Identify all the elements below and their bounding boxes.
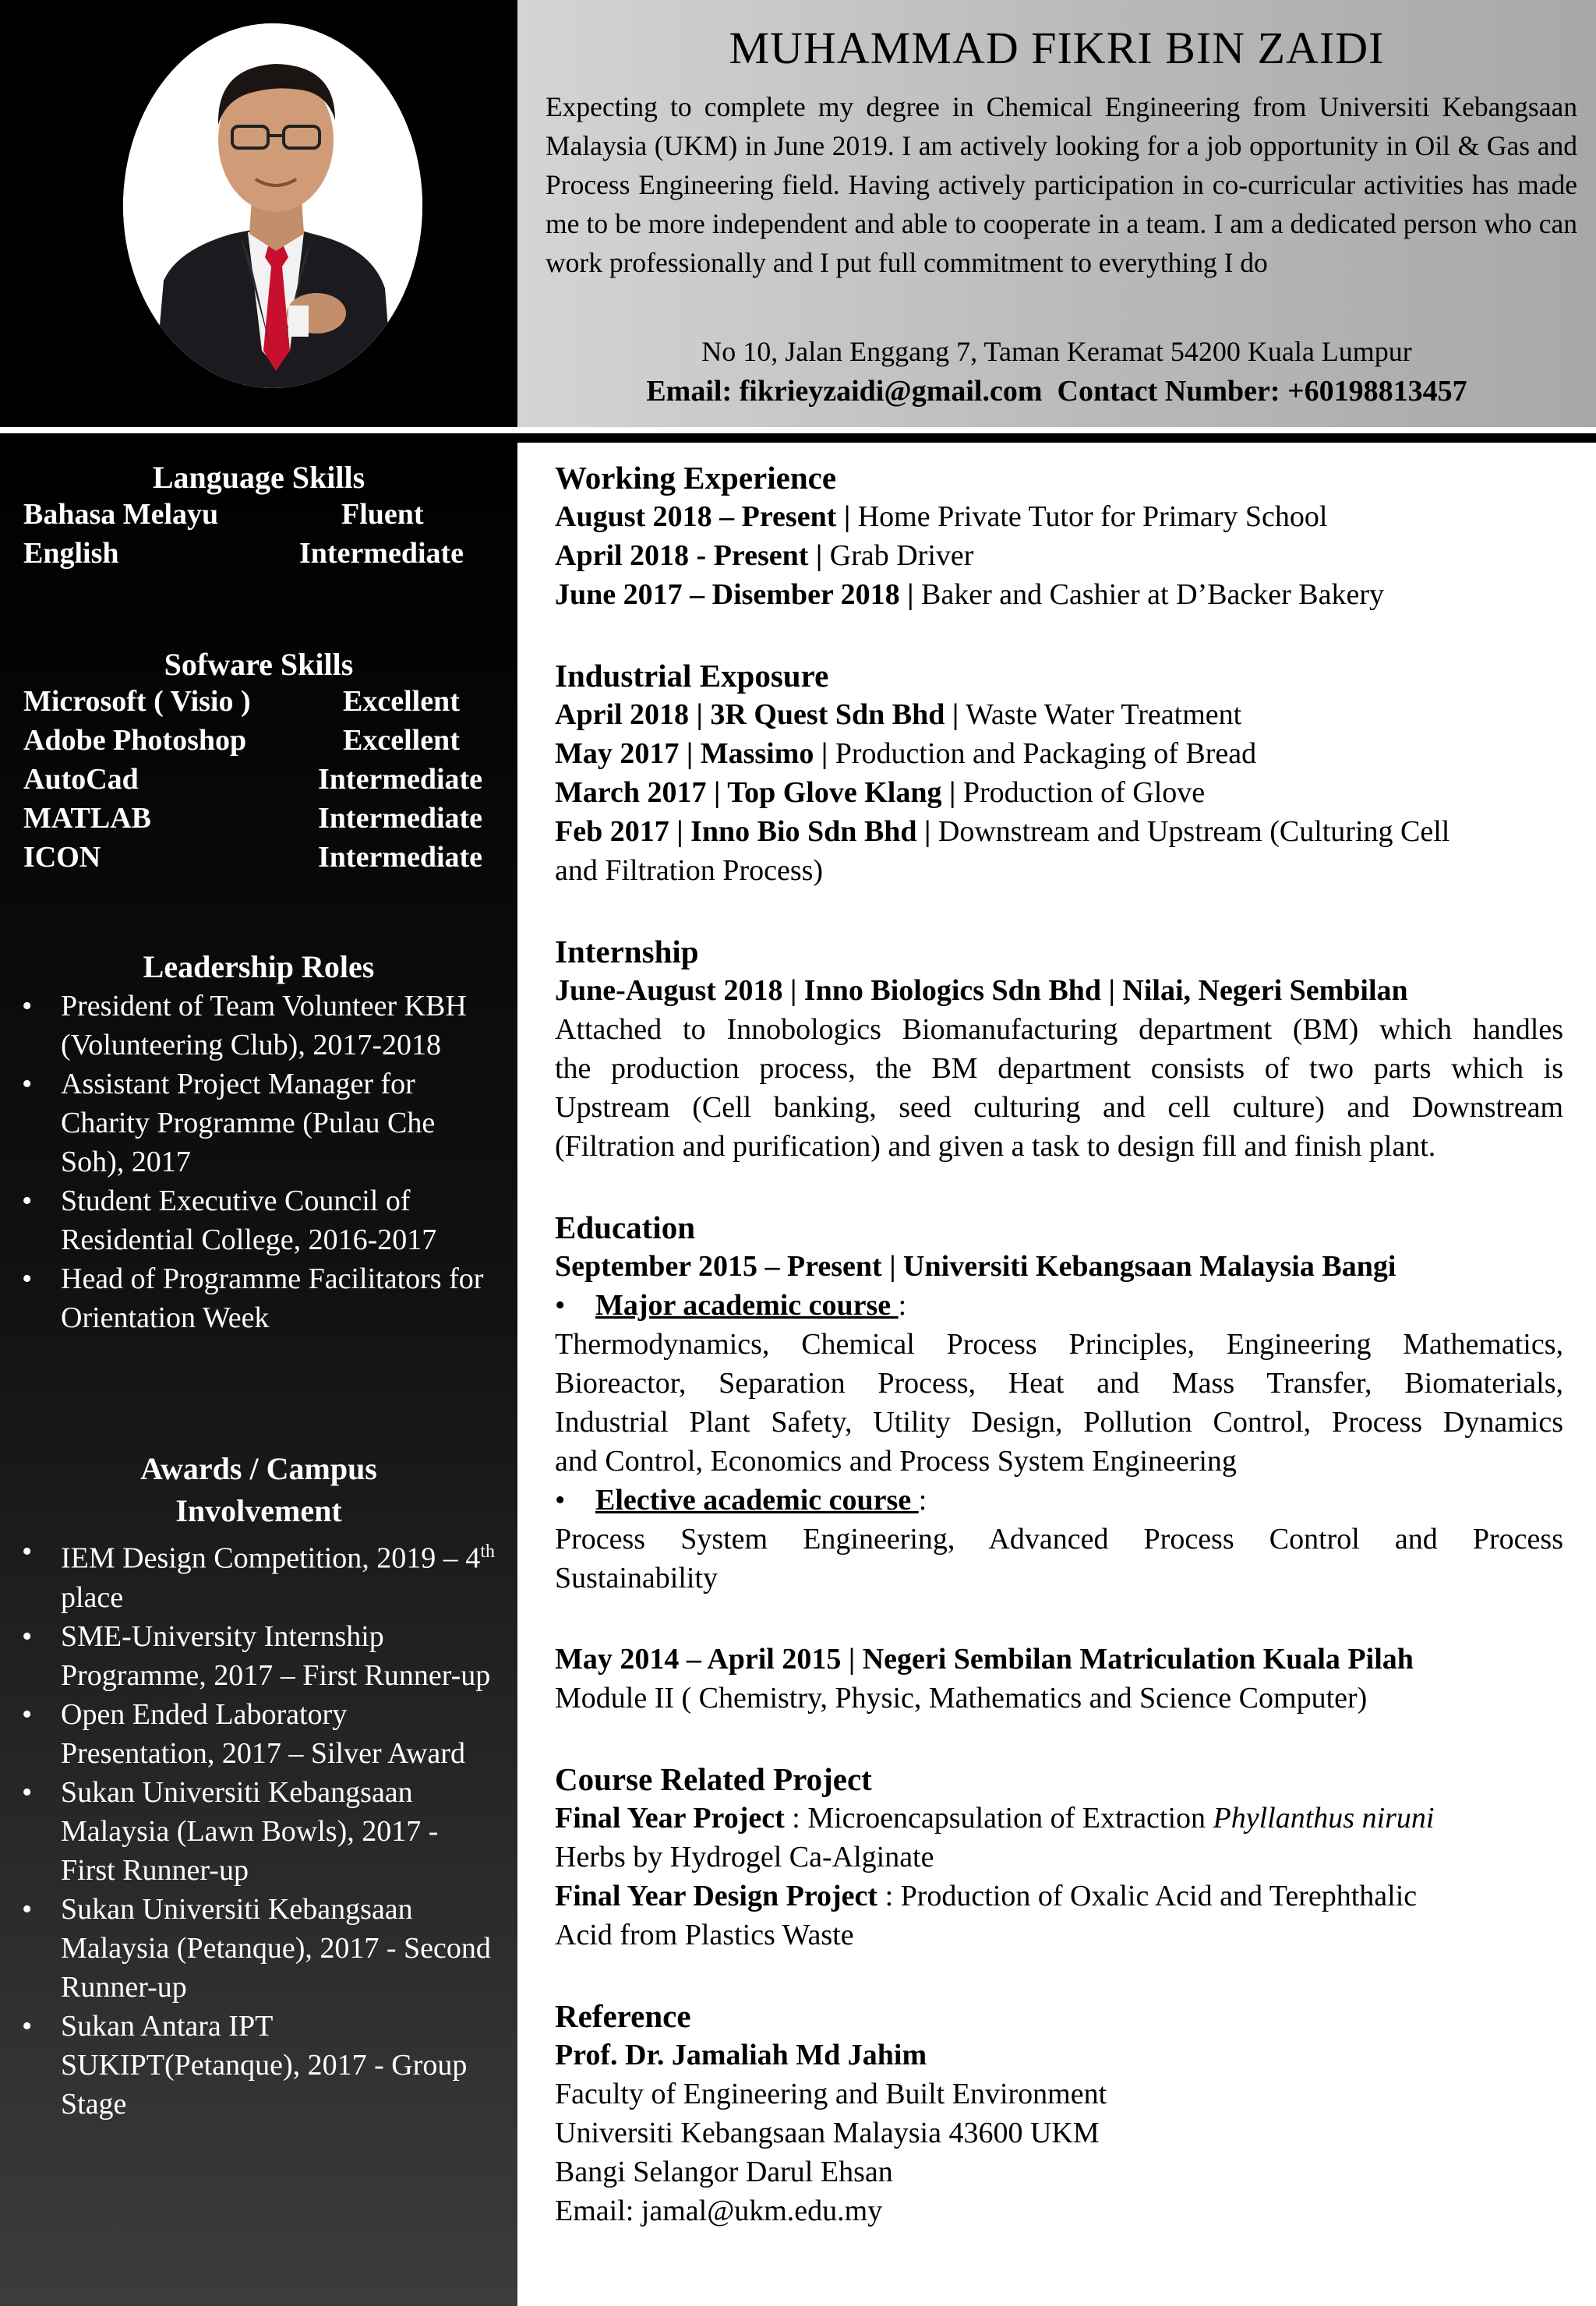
- phone-number: +60198813457: [1287, 375, 1467, 408]
- software-row: [0, 684, 517, 723]
- work-item: August 2018 – Present | Home Private Tutor for Primary School: [555, 500, 1328, 533]
- language-skills-title: Language Skills: [152, 460, 365, 495]
- internship-desc-line: Upstream (Cell banking, seed culturing and cell culture) and Downstream: [555, 1091, 1563, 1124]
- profile-summary: Expecting to complete my degree in Chemical Engineering from Universiti Kebangsaan Malaysia (UKM) in June 2019. I am actively looking for a job opportunity in Oil & Gas and Process Engineering field. Having actively participation in co-curricular activities has made me to be more independent and able to cooperate in a team. I am a dedicated person who can work professionally and I put full commitment to everything I do: [546, 91, 1577, 278]
- photo-panel: [0, 0, 517, 427]
- language-level: Fluent: [341, 498, 424, 531]
- reference-email[interactable]: Email: jamal@ukm.edu.my: [555, 2195, 883, 2227]
- email-link[interactable]: fikrieyzaidi@gmail.com: [739, 375, 1043, 408]
- elective-course-line: Sustainability: [555, 1562, 718, 1594]
- industrial-item: March 2017 | Top Glove Klang | Production of Glove: [555, 776, 1206, 809]
- internship-desc-line: Attached to Innobologics Biomanufacturing department (BM) which handles: [555, 1013, 1563, 1046]
- education-title: Education: [555, 1210, 695, 1245]
- working-experience-title: Working Experience: [555, 460, 837, 496]
- major-course-line: Industrial Plant Safety, Utility Design, Pollution Control, Process Dynamics: [555, 1406, 1563, 1439]
- candidate-name: MUHAMMAD FIKRI BIN ZAIDI: [729, 23, 1385, 73]
- list-item: • Sukan Antara IPT SUKIPT(Petanque), 2017 - Group Stage: [22, 2009, 468, 2121]
- major-course-line: Bioreactor, Separation Process, Heat and Mass Transfer, Biomaterials,: [555, 1367, 1563, 1400]
- person-portrait-icon: [123, 23, 422, 388]
- list-item: • Open Ended Laboratory Presentation, 2017 – Silver Award: [22, 1697, 465, 1770]
- education-heading: September 2015 – Present | Universiti Kebangsaan Malaysia Bangi: [555, 1250, 1396, 1283]
- reference-line: Bangi Selangor Darul Ehsan: [555, 2156, 893, 2188]
- software-name: MATLAB: [23, 802, 151, 835]
- list-item: • Assistant Project Manager for Charity Programme (Pulau Che Soh), 2017: [22, 1068, 436, 1178]
- industrial-item: Feb 2017 | Inno Bio Sdn Bhd | Downstream and Upstream (Culturing Cell: [555, 815, 1450, 848]
- language-row: [0, 497, 517, 536]
- list-item: • President of Team Volunteer KBH (Volunteering Club), 2017-2018: [22, 990, 467, 1061]
- list-item: • Head of Programme Facilitators for Orientation Week: [22, 1262, 484, 1334]
- software-row: [0, 723, 517, 762]
- address: No 10, Jalan Enggang 7, Taman Keramat 54200 Kuala Lumpur: [701, 336, 1412, 367]
- awards-title: Awards / Campus: [140, 1451, 377, 1486]
- list-item: • SME-University Internship Programme, 2017 – First Runner-up: [22, 1619, 491, 1692]
- industrial-item: April 2018 | 3R Quest Sdn Bhd | Waste Water Treatment: [555, 698, 1242, 731]
- language-row: [0, 536, 517, 575]
- contact-line: [517, 374, 1596, 408]
- awards-list: [0, 1532, 517, 2124]
- major-course-line: and Control, Economics and Process System Engineering: [555, 1445, 1237, 1478]
- work-item: June 2017 – Disember 2018 | Baker and Cashier at D’Backer Bakery: [555, 578, 1385, 611]
- sidebar: [0, 443, 517, 2306]
- software-name: AutoCad: [23, 763, 139, 796]
- software-level: Excellent: [343, 724, 460, 757]
- industrial-item: May 2017 | Massimo | Production and Packaging of Bread: [555, 737, 1257, 770]
- software-name: ICON: [23, 841, 101, 874]
- software-row: [0, 801, 517, 840]
- header-divider: [0, 433, 1596, 443]
- elective-course-line: Process System Engineering, Advanced Process Control and Process: [555, 1523, 1563, 1556]
- industrial-item-cont: and Filtration Process): [555, 854, 824, 887]
- reference-name: Prof. Dr. Jamaliah Md Jahim: [555, 2039, 927, 2071]
- work-item: April 2018 - Present | Grab Driver: [555, 539, 974, 572]
- resume-header: [0, 0, 1596, 433]
- software-level: Intermediate: [318, 802, 483, 835]
- software-level: Intermediate: [318, 841, 483, 874]
- internship-title: Internship: [555, 934, 699, 969]
- profile-photo: [123, 23, 422, 388]
- internship-desc-line: the production process, the BM department consists of two parts which is: [555, 1052, 1563, 1085]
- contact-label: Contact Number:: [1057, 375, 1280, 408]
- list-item: • Student Executive Council of Residential College, 2016-2017: [22, 1185, 437, 1256]
- software-name: Adobe Photoshop: [23, 724, 247, 757]
- internship-heading: June-August 2018 | Inno Biologics Sdn Bhd | Nilai, Negeri Sembilan: [555, 974, 1408, 1007]
- reference-line: Faculty of Engineering and Built Environment: [555, 2078, 1107, 2110]
- email-label: Email:: [646, 375, 733, 408]
- language-level: Intermediate: [299, 537, 464, 570]
- list-item: • IEM Design Competition, 2019 – 4th place: [22, 1535, 495, 1614]
- education-desc: Module II ( Chemistry, Physic, Mathematics and Science Computer): [555, 1682, 1368, 1714]
- final-year-design-project-cont: Acid from Plastics Waste: [555, 1919, 854, 1951]
- leadership-list: [0, 987, 517, 1337]
- major-course-line: Thermodynamics, Chemical Process Principles, Engineering Mathematics,: [555, 1328, 1563, 1361]
- leadership-roles-title: Leadership Roles: [143, 949, 375, 984]
- language-name: English: [23, 537, 119, 570]
- software-name: Microsoft ( Visio ): [23, 685, 251, 718]
- software-level: Intermediate: [318, 763, 483, 796]
- final-year-project-cont: Herbs by Hydrogel Ca-Alginate: [555, 1841, 934, 1873]
- software-skills-title: Sofware Skills: [164, 647, 354, 682]
- list-item: • Sukan Universiti Kebangsaan Malaysia (Lawn Bowls), 2017 - First Runner-up: [22, 1775, 439, 1887]
- main-content: [517, 443, 1596, 2306]
- education-heading: May 2014 – April 2015 | Negeri Sembilan Matriculation Kuala Pilah: [555, 1643, 1414, 1676]
- software-row: [0, 840, 517, 879]
- final-year-design-project: Final Year Design Project : Production of Oxalic Acid and Terephthalic: [555, 1880, 1418, 1912]
- awards-title-line-2: Involvement: [175, 1493, 342, 1528]
- software-row: [0, 762, 517, 801]
- reference-title: Reference: [555, 1998, 691, 2034]
- final-year-project: Final Year Project : Microencapsulation of Extraction Phyllanthus niruni: [555, 1802, 1435, 1835]
- list-item: • Sukan Universiti Kebangsaan Malaysia (Petanque), 2017 - Second Runner-up: [22, 1892, 491, 2004]
- header-panel: [517, 0, 1596, 427]
- major-course-label: • Major academic course :: [555, 1289, 907, 1322]
- reference-line: Universiti Kebangsaan Malaysia 43600 UKM: [555, 2117, 1100, 2149]
- course-project-title: Course Related Project: [555, 1761, 872, 1797]
- industrial-exposure-title: Industrial Exposure: [555, 658, 829, 694]
- internship-desc-line: (Filtration and purification) and given a task to design fill and finish plant.: [555, 1130, 1436, 1163]
- language-name: Bahasa Melayu: [23, 498, 219, 531]
- elective-course-label: • Elective academic course :: [555, 1484, 927, 1517]
- software-level: Excellent: [343, 685, 460, 718]
